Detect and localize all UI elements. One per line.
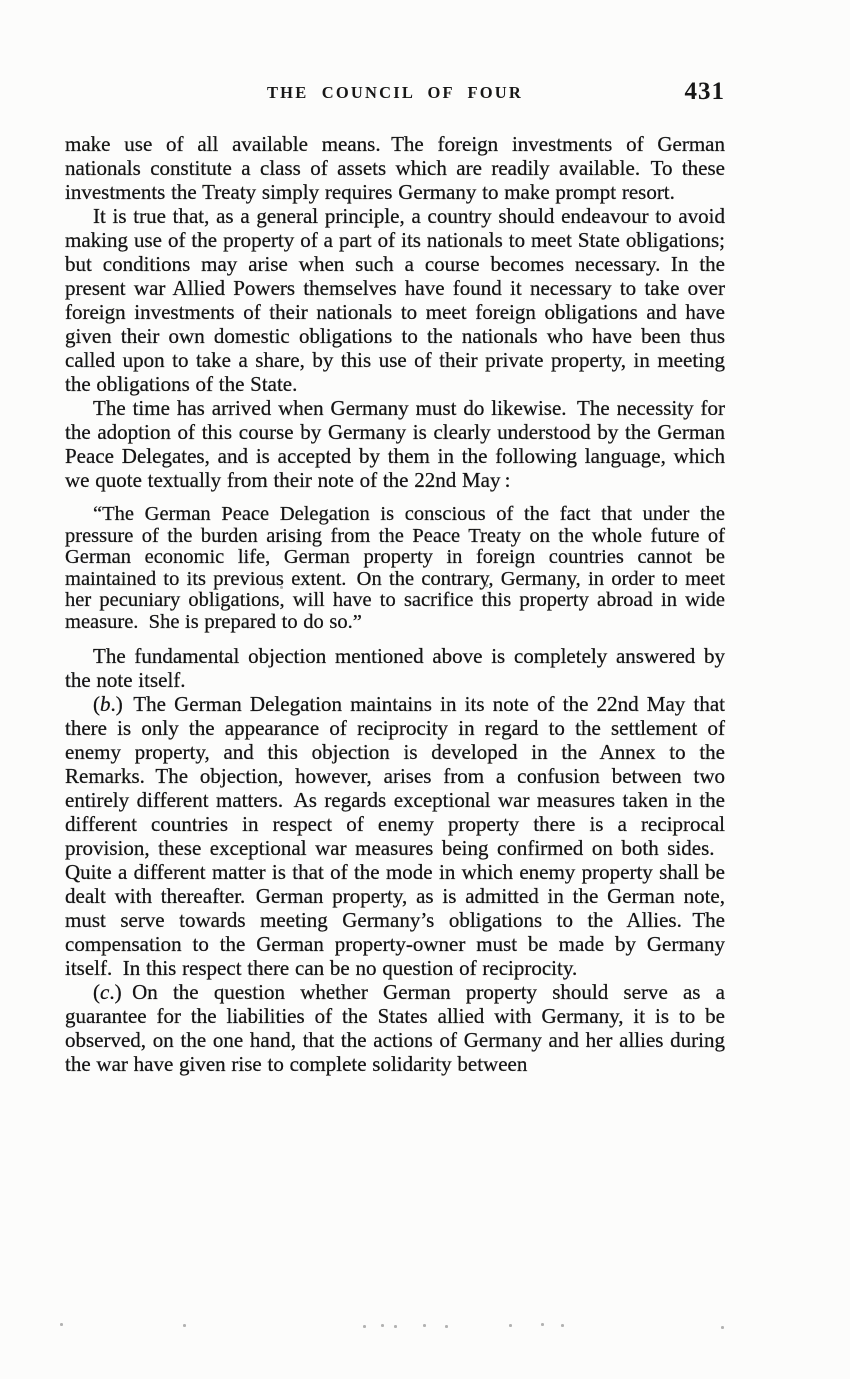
paragraph: The time has arrived when Germany must do likewise. The necessity for the adoption of this course by Germany is clearly understood by the German Peace Delegates, and is accepted by them in the following language, which we quote textually from their note of the 22nd May : (65, 396, 725, 492)
scan-speck (394, 1325, 397, 1328)
scan-speck (445, 1325, 448, 1328)
scan-speck (60, 1323, 63, 1326)
scan-speck (541, 1323, 544, 1326)
scan-speck (721, 1326, 724, 1329)
scan-speck (423, 1324, 426, 1327)
paragraph: The fundamental objection mentioned above is completely answered by the note itself. (65, 643, 725, 692)
text-column (65, 132, 725, 1076)
running-title: THE COUNCIL OF FOUR (266, 83, 524, 102)
paragraph: It is true that, as a general principle, a country should endeavour to avoid making use of the property of a part of its nationals to meet State obligations; but conditions may arise when such a course becomes necessary. In the present war Allied Powers themselves have found it necessary to take over foreign investments of their nationals to meet foreign obligations and have given their own domestic obligations to the nationals who have been thus called upon to take a share, by this use of their private property, in meeting the obligations of the State. (65, 204, 725, 396)
scan-speck (363, 1325, 366, 1328)
scan-speck (509, 1324, 512, 1327)
paragraph: (c.) On the question whether German property should serve as a guarantee for the liabilities of the States allied with Germany, it is to be observed, on the one hand, that the actions of Germany and her allies during the war have given rise to complete solidarity between (65, 979, 725, 1076)
paragraph: make use of all available means. The foreign investments of German nationals constitute a class of assets which are readily available. To these investments the Treaty simply requires Germany to make prompt resort. (65, 132, 725, 204)
scan-speck (561, 1324, 564, 1327)
scan-speck (485, 584, 488, 587)
paragraph: (b.) The German Delegation maintains in its note of the 22nd May that there is only the appearance of reciprocity in regard to the settlement of enemy property, and this objection is developed in the Annex to the Remarks. The objection, however, arises from a confusion between two entirely different matters. As regards exceptional war measures taken in the different countries in respect of enemy property there is a reciprocal provision, these exceptional war measures being confirmed on both sides. Quite a different matter is that of the mode in which enemy property shall be dealt with thereafter. German property, as is admitted in the German note, must serve towards meeting Germany’s obligations to the Allies. The compensation to the German property-owner must be made by Germany itself. In this respect there can be no question of reciprocity. (65, 691, 725, 980)
scan-speck (381, 1324, 384, 1327)
scan-speck (183, 1324, 186, 1327)
page-number: 431 (684, 78, 725, 105)
scan-speck (637, 234, 640, 237)
scan-speck (280, 586, 283, 589)
running-header (65, 76, 725, 103)
block-quote: “The German Peace Delegation is conscious of the fact that under the pressure of the burden arising from the Peace Treaty on the whole future of German economic life, German property in foreign countries cannot be maintained to its previous extent. On the contrary, Germany, in order to meet her pecuniary obligations, will have to sacrifice this property abroad in wide measure. She is prepared to do so.” (65, 503, 725, 633)
